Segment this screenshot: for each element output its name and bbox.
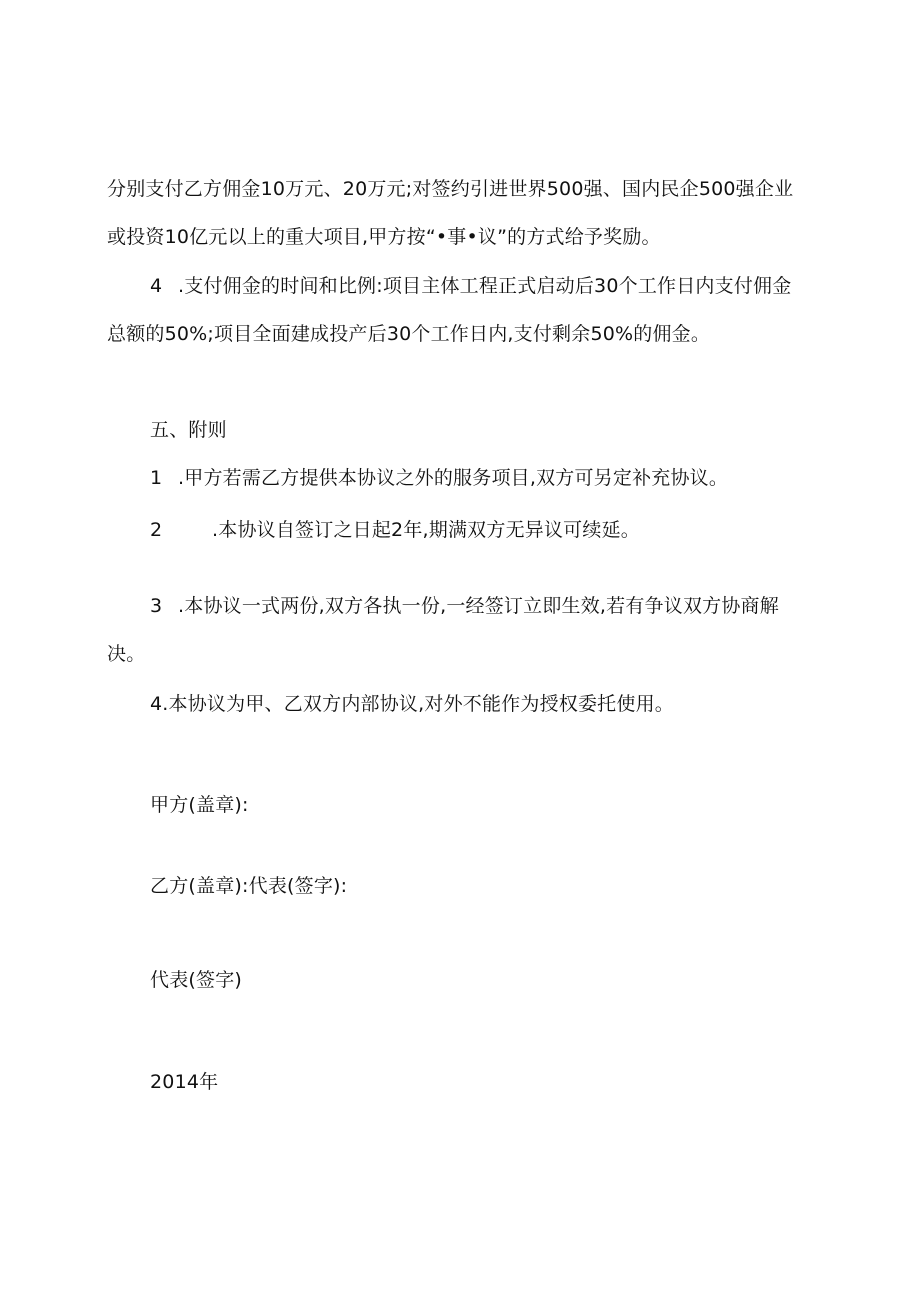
signing-date: 2014年 (150, 1071, 219, 1093)
item3-text: .本协议一式两份,双方各执一份,一经签订立即生效,若有争议双方协商解 (178, 595, 779, 617)
party-a-seal: 甲方(盖章): (150, 794, 249, 816)
section5-item1 (150, 466, 728, 490)
item2-text: .本协议自签订之日起2年,期满双方无异议可续延。 (212, 519, 640, 541)
section5-item4: 4.本协议为甲、乙双方内部协议,对外不能作为授权委托使用。 (150, 693, 674, 715)
item4-number: 4 (150, 275, 163, 297)
item1-text: .甲方若需乙方提供本协议之外的服务项目,双方可另定补充协议。 (178, 467, 729, 489)
item4-text: .支付佣金的时间和比例:项目主体工程正式启动后30个工作日内支付佣金 (178, 275, 792, 297)
section5-item2 (150, 518, 640, 542)
party-b-seal: 乙方(盖章):代表(签字): (150, 875, 348, 897)
section4-line1: 分别支付乙方佣金10万元、20万元;对签约引进世界500强、国内民企500强企业 (107, 178, 794, 200)
item2-number: 2 (150, 519, 163, 541)
section5-item3-continuation: 决。 (107, 643, 146, 665)
section5-item3 (150, 594, 779, 618)
representative-signature: 代表(签字) (150, 969, 243, 991)
section5-heading: 五、附则 (150, 419, 227, 441)
item1-number: 1 (150, 467, 163, 489)
item3-number: 3 (150, 595, 163, 617)
item4-line2: 总额的50%;项目全面建成投产后30个工作日内,支付剩余50%的佣金。 (107, 323, 711, 345)
section4-line2: 或投资10亿元以上的重大项目,甲方按“•事•议”的方式给予奖励。 (107, 226, 661, 248)
item4-line1 (150, 274, 791, 298)
